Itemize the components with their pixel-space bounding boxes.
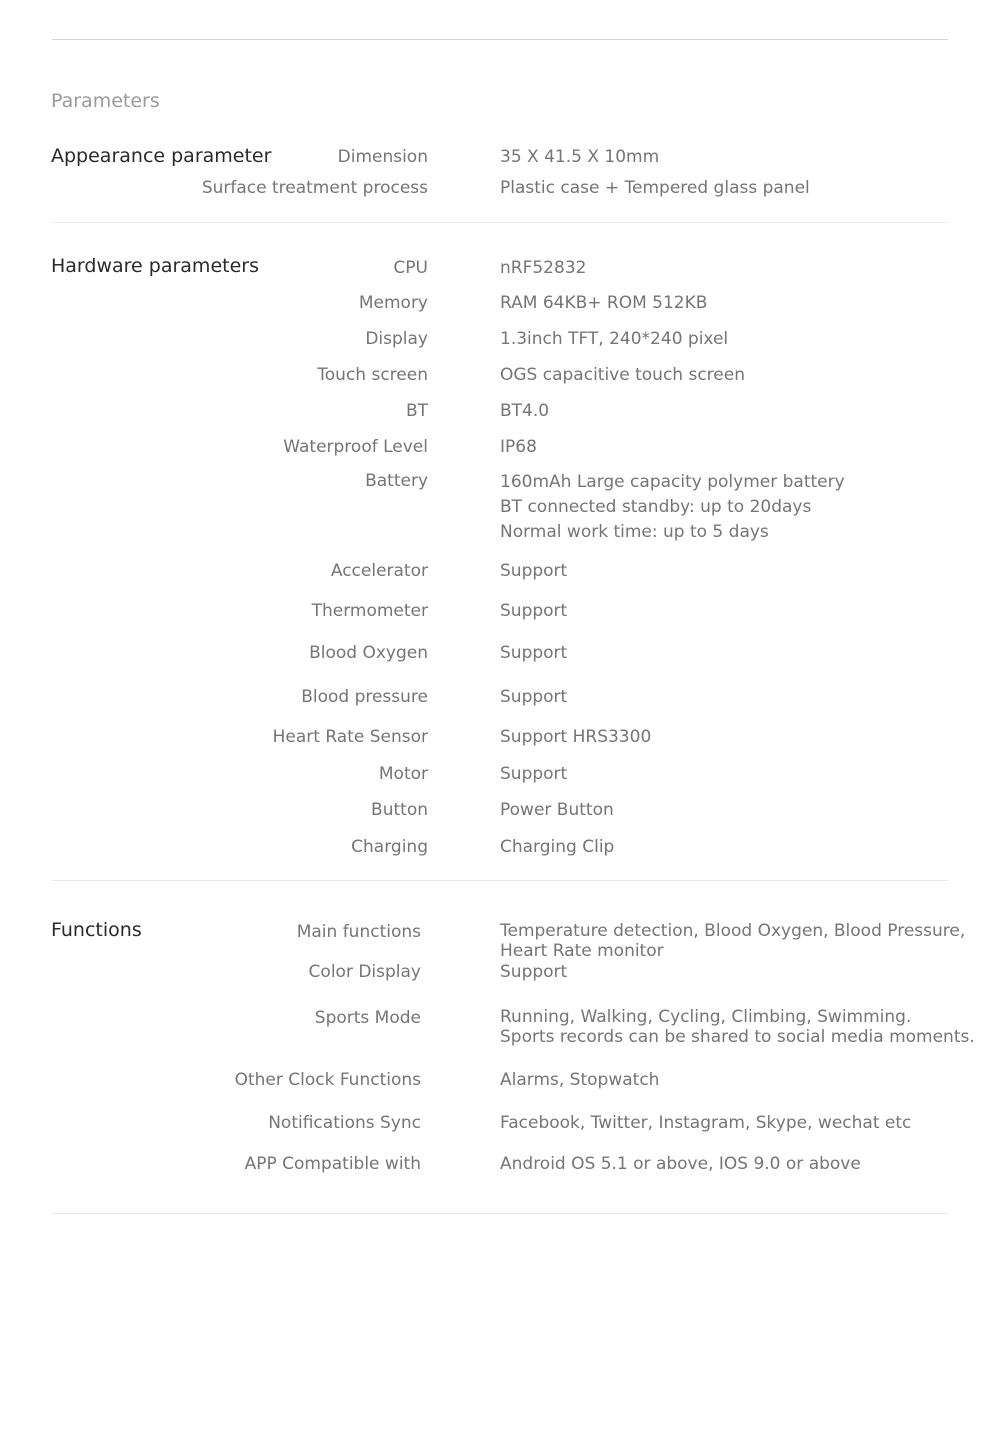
param-label: Main functions [296, 922, 421, 942]
param-value: 35 X 41.5 X 10mm [500, 147, 660, 167]
param-value: Support [500, 561, 568, 581]
param-value: nRF52832 [500, 258, 587, 278]
param-label: Battery [365, 471, 428, 491]
param-value-line: 160mAh Large capacity polymer battery [500, 472, 845, 492]
param-value: 1.3inch TFT, 240*240 pixel [500, 329, 729, 349]
param-value-line: BT connected standby: up to 20days [500, 497, 812, 517]
param-value: Charging Clip [500, 837, 615, 857]
param-label: Notifications Sync [268, 1113, 421, 1133]
section-heading-appearance: Appearance parameter [51, 145, 272, 167]
param-label: Memory [358, 293, 428, 313]
param-value: Alarms, Stopwatch [500, 1070, 660, 1090]
param-label: APP Compatible with [244, 1154, 421, 1174]
param-value-line: Temperature detection, Blood Oxygen, Blood Pressure, [500, 921, 966, 941]
section-divider [52, 1213, 948, 1214]
param-value [500, 1007, 975, 1047]
param-label: Blood Oxygen [309, 643, 428, 663]
param-label: Accelerator [330, 561, 428, 581]
param-label: Touch screen [317, 365, 428, 385]
param-value-line: Sports records can be shared to social media moments. [500, 1027, 975, 1047]
param-value: Power Button [500, 800, 614, 820]
param-value: RAM 64KB+ ROM 512KB [500, 293, 708, 313]
param-value: BT4.0 [500, 401, 550, 421]
param-value: Support [500, 764, 568, 784]
param-value [500, 921, 965, 961]
param-value [500, 470, 845, 545]
param-label: Color Display [308, 962, 421, 982]
top-divider [52, 39, 948, 40]
param-value: IP68 [500, 437, 537, 457]
param-value: Support [500, 643, 568, 663]
param-value: Android OS 5.1 or above, IOS 9.0 or above [500, 1154, 861, 1174]
param-value: Support [500, 962, 568, 982]
param-value-line: Heart Rate monitor [500, 941, 664, 961]
param-label: Surface treatment process [201, 178, 428, 198]
param-label: Waterproof Level [283, 437, 428, 457]
section-divider [52, 880, 948, 881]
param-label: Dimension [337, 147, 428, 167]
param-label: Charging [351, 837, 428, 857]
param-value: Plastic case + Tempered glass panel [500, 178, 810, 198]
section-divider [52, 222, 948, 223]
param-value-line: Normal work time: up to 5 days [500, 522, 769, 542]
param-label: Button [371, 800, 428, 820]
param-label: BT [405, 401, 428, 421]
section-heading-hardware: Hardware parameters [51, 255, 259, 277]
param-label: CPU [393, 258, 428, 278]
page-title: Parameters [51, 90, 160, 112]
param-value: Facebook, Twitter, Instagram, Skype, wechat etc [500, 1113, 912, 1133]
param-label: Display [365, 329, 428, 349]
section-heading-functions: Functions [51, 919, 142, 941]
param-label: Blood pressure [301, 687, 428, 707]
param-label: Heart Rate Sensor [272, 727, 428, 747]
param-label: Other Clock Functions [234, 1070, 421, 1090]
param-value-line: Running, Walking, Cycling, Climbing, Swimming. [500, 1007, 912, 1027]
param-value: Support [500, 601, 568, 621]
param-value: Support [500, 687, 568, 707]
param-value: OGS capacitive touch screen [500, 365, 745, 385]
param-value: Support HRS3300 [500, 727, 652, 747]
param-label: Thermometer [311, 601, 428, 621]
param-label: Sports Mode [314, 1008, 421, 1028]
param-label: Motor [378, 764, 428, 784]
